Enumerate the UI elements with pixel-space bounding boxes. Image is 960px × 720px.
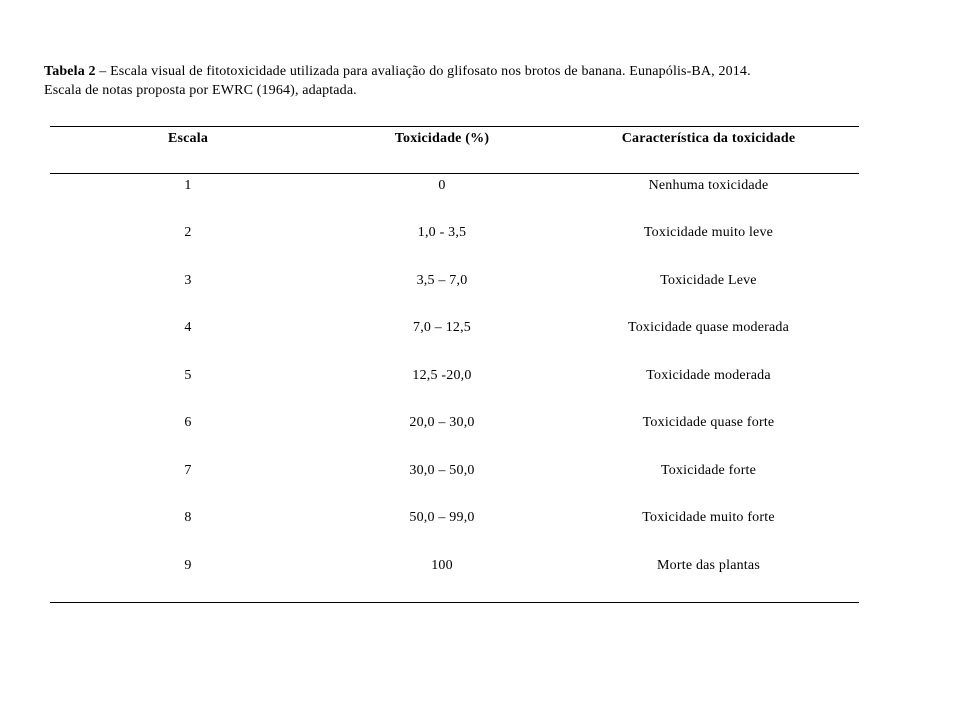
cell-toxicidade: 12,5 -20,0 xyxy=(412,367,472,383)
cell-caracteristica: Toxicidade muito leve xyxy=(643,225,774,240)
cell-toxicidade: 30,0 – 50,0 xyxy=(409,462,475,478)
cell-toxicidade: 3,5 – 7,0 xyxy=(416,272,468,288)
header-caracteristica: Característica da toxicidade xyxy=(621,131,796,146)
cell-caracteristica: Morte das plantas xyxy=(657,557,760,573)
table xyxy=(50,126,859,603)
cell-toxicidade: 50,0 – 99,0 xyxy=(409,510,475,525)
cell-caracteristica: Toxicidade forte xyxy=(660,462,757,478)
cell-toxicidade: 7,0 – 12,5 xyxy=(413,320,471,335)
table-caption xyxy=(44,62,924,100)
table-row xyxy=(50,459,859,507)
table-row xyxy=(50,221,859,269)
cell-toxicidade: 1,0 - 3,5 xyxy=(417,225,467,240)
cell-escala: 9 xyxy=(184,557,192,573)
caption-source: Escala de notas proposta por EWRC (1964), adaptada. xyxy=(44,83,357,98)
cell-escala: 5 xyxy=(184,367,192,383)
cell-caracteristica: Nenhuma toxicidade xyxy=(648,178,769,193)
cell-caracteristica: Toxicidade moderada xyxy=(646,367,771,383)
caption-text: – Escala visual de fitotoxicidade utilizada para avaliação do glifosato nos brotos de banana. Eunapólis-BA, 2014. xyxy=(95,64,751,79)
cell-escala: 1 xyxy=(184,178,192,193)
cell-caracteristica: Toxicidade quase moderada xyxy=(627,320,790,335)
header-toxicidade: Toxicidade (%) xyxy=(394,131,490,146)
cell-escala: 6 xyxy=(184,415,192,430)
cell-escala: 3 xyxy=(184,272,192,288)
cell-caracteristica: Toxicidade quase forte xyxy=(642,415,775,430)
table-row xyxy=(50,316,859,364)
table-row xyxy=(50,269,859,317)
cell-caracteristica: Toxicidade muito forte xyxy=(642,510,775,525)
cell-toxicidade: 20,0 – 30,0 xyxy=(409,415,475,430)
table-row xyxy=(50,506,859,554)
cell-escala: 8 xyxy=(184,510,192,525)
table-row xyxy=(50,554,859,603)
toxicity-scale-table xyxy=(50,126,859,603)
cell-escala: 2 xyxy=(184,225,192,240)
cell-toxicidade: 100 xyxy=(431,557,453,573)
cell-escala: 7 xyxy=(184,462,192,478)
table-row xyxy=(50,364,859,412)
table-row xyxy=(50,174,859,222)
table-header-row xyxy=(50,127,859,174)
cell-escala: 4 xyxy=(184,320,192,335)
table-row xyxy=(50,411,859,459)
caption-label: Tabela 2 xyxy=(44,64,96,79)
cell-caracteristica: Toxicidade Leve xyxy=(660,272,757,288)
header-escala: Escala xyxy=(167,131,209,146)
cell-toxicidade: 0 xyxy=(438,178,446,193)
